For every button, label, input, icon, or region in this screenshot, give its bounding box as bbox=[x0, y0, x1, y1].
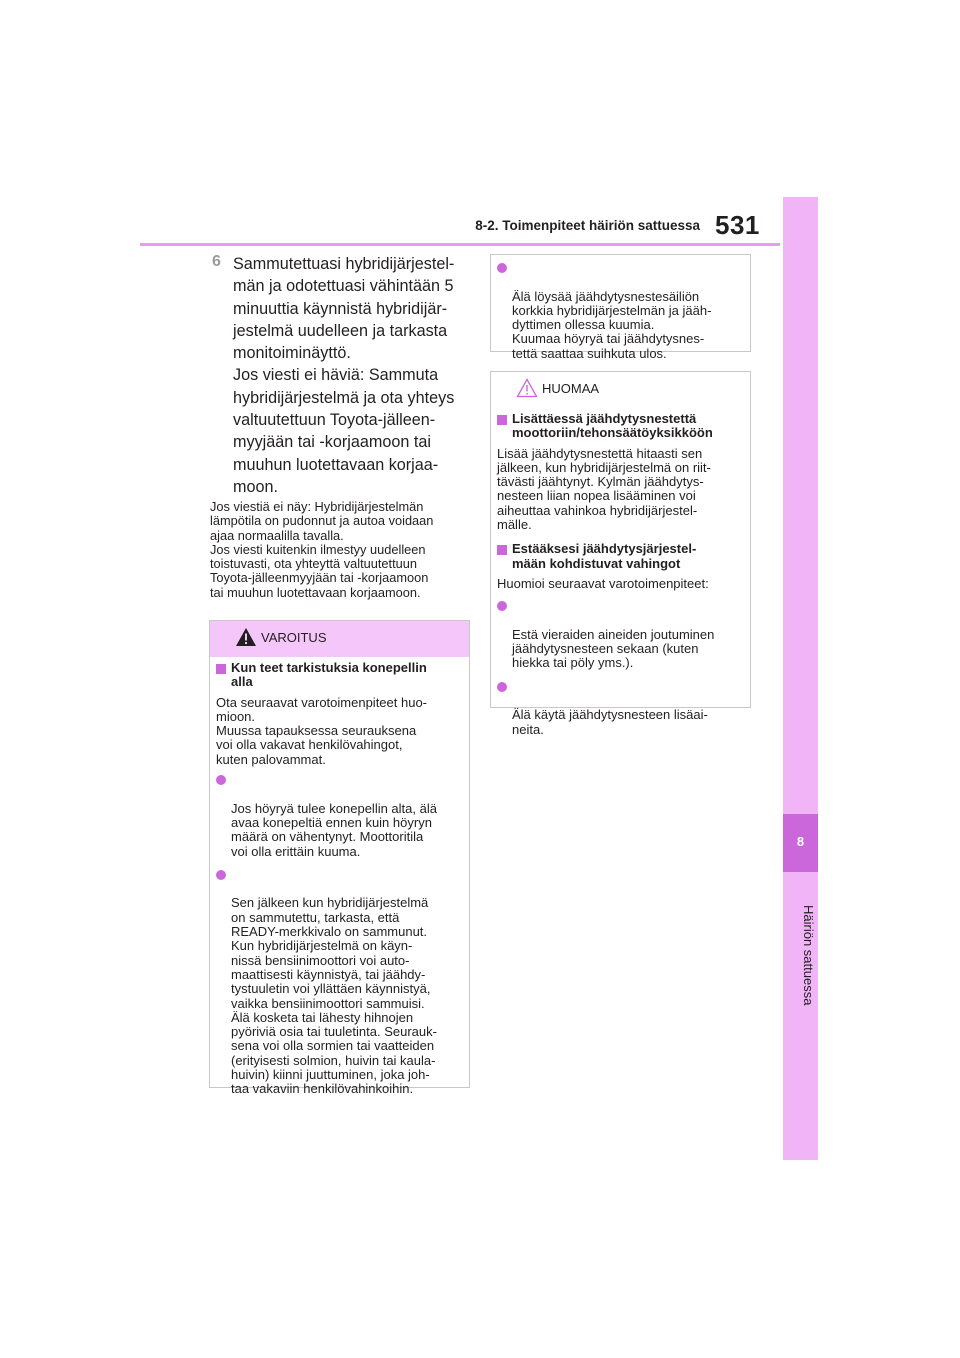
bullet-dot-icon bbox=[216, 775, 226, 785]
notice-heading-1 bbox=[497, 412, 745, 441]
list-item bbox=[497, 680, 745, 737]
warning-heading-text: Kun teet tarkistuksia konepellin alla bbox=[231, 660, 427, 690]
list-item bbox=[216, 868, 464, 1097]
notice-paragraph-1: Lisää jäähdytysnestettä hitaasti sen jälkeen, kun hybridijärjestelmä on riit- tävästi jäähtynyt. Kylmän jäähdytys- nesteen liian nopea lisääminen voi aiheuttaa vahinkoa hybridijärjestel- mälle. bbox=[497, 445, 711, 533]
chapter-label: Häiriön sattuessa bbox=[801, 904, 816, 1006]
warning-intro: Ota seuraavat varotoimenpiteet huo- mioon. Muussa tapauksessa seurauksena voi olla vakavat henkilövahingot, kuten palovammat. bbox=[216, 694, 428, 767]
page-number: 531 bbox=[715, 210, 760, 240]
notice-triangle-icon bbox=[516, 378, 538, 398]
list-item-text: Jos höyryä tulee konepellin alta, älä avaa konepeltiä ennen kuin höyryn määrä on vähentynyt. Moottoritila voi olla erittäin kuuma. bbox=[231, 800, 437, 859]
bullet-dot-icon bbox=[497, 682, 507, 692]
warning-box-title: VAROITUS bbox=[261, 630, 327, 645]
list-item bbox=[216, 773, 464, 859]
warning-triangle-icon bbox=[235, 627, 257, 647]
bullet-dot-icon bbox=[497, 263, 507, 273]
notice-box bbox=[490, 371, 751, 737]
section-title: 8-2. Toimenpiteet häiriön sattuessa bbox=[475, 218, 700, 233]
warning-box bbox=[209, 620, 470, 1097]
warning-heading bbox=[216, 661, 464, 690]
chapter-number: 8 bbox=[796, 834, 805, 849]
step-number: 6 bbox=[212, 253, 221, 270]
list-item bbox=[497, 261, 745, 361]
notice-heading-2 bbox=[497, 542, 745, 571]
notice-paragraph-2: Huomioi seuraavat varotoimenpiteet: bbox=[497, 575, 709, 591]
notice-box-title: HUOMAA bbox=[542, 381, 600, 396]
notice-heading-1-text: Lisättäessä jäähdytysnestettä moottoriin/tehonsäätöyksikköön bbox=[512, 411, 713, 441]
step-text: Sammutettuasi hybridijärjestel- män ja odotettuasi vähintään 5 minuuttia käynnistä hybridijär- jestelmä uudelleen ja tarkasta monitoiminäyttö. Jos viesti ei häviä: Sammuta hybridijärjestelmä ja ota yhteys valtuutettuun Toyota-jälleen- myyjään tai -korjaamoon tai muuhun luotettavaan korjaa- moon. bbox=[233, 255, 455, 496]
notice-heading-2-text: Estääksesi jäähdytysjärjestel- mään kohdistuvat vahingot bbox=[512, 541, 697, 571]
warning-continuation-box bbox=[490, 254, 751, 361]
list-item-text: Älä käytä jäähdytysnesteen lisäai- neita. bbox=[512, 707, 708, 737]
square-bullet-icon bbox=[216, 664, 226, 674]
square-bullet-icon bbox=[497, 545, 507, 555]
header-rule bbox=[140, 243, 780, 246]
notice-box-header bbox=[491, 372, 750, 408]
list-item-text: Älä löysää jäähdytysnestesäiliön korkkia hybridijärjestelmän ja jääh- dyttimen ollessa kuumia. Kuumaa höyryä tai jäähdytysnes- tettä saattaa suihkuta ulos. bbox=[512, 288, 712, 361]
step-note: Jos viestiä ei näy: Hybridijärjestelmän lämpötila on pudonnut ja autoa voidaan ajaa normaalilla tavalla. Jos viesti kuitenkin ilmestyy uudelleen toistuvasti, ota yhteyttä valtuutettuun Toyota-jälleenmyyjään tai -korjaamoon tai muuhun luotettavaan korjaamoon. bbox=[210, 499, 434, 600]
bullet-dot-icon bbox=[497, 601, 507, 611]
square-bullet-icon bbox=[497, 415, 507, 425]
warning-box-header bbox=[210, 621, 469, 657]
list-item-text: Sen jälkeen kun hybridijärjestelmä on sammutettu, tarkasta, että READY-merkkivalo on sammunut. Kun hybridijärjestelmä on käyn- nissä bensiinimoottori voi auto- maattisesti käynnistyä, tai jäähdy- tystuuletin voi yllättäen käynnistyä, vaikka bensiinimoottori sammuisi. Älä kosketa tai lähesty hihnojen pyöriviä osia tai tuuletinta. Seurauk- sena voi olla sormien tai vaatteiden (erityisesti solmion, huivin tai kaula- huivin) kiinni juuttuminen, joka joh- taa vakaviin henkilövahinkoihin. bbox=[231, 895, 437, 1097]
bullet-dot-icon bbox=[216, 870, 226, 880]
list-item bbox=[497, 599, 745, 670]
list-item-text: Estä vieraiden aineiden joutuminen jäähdytysnesteen sekaan (kuten hiekka tai pöly yms.). bbox=[512, 626, 715, 671]
